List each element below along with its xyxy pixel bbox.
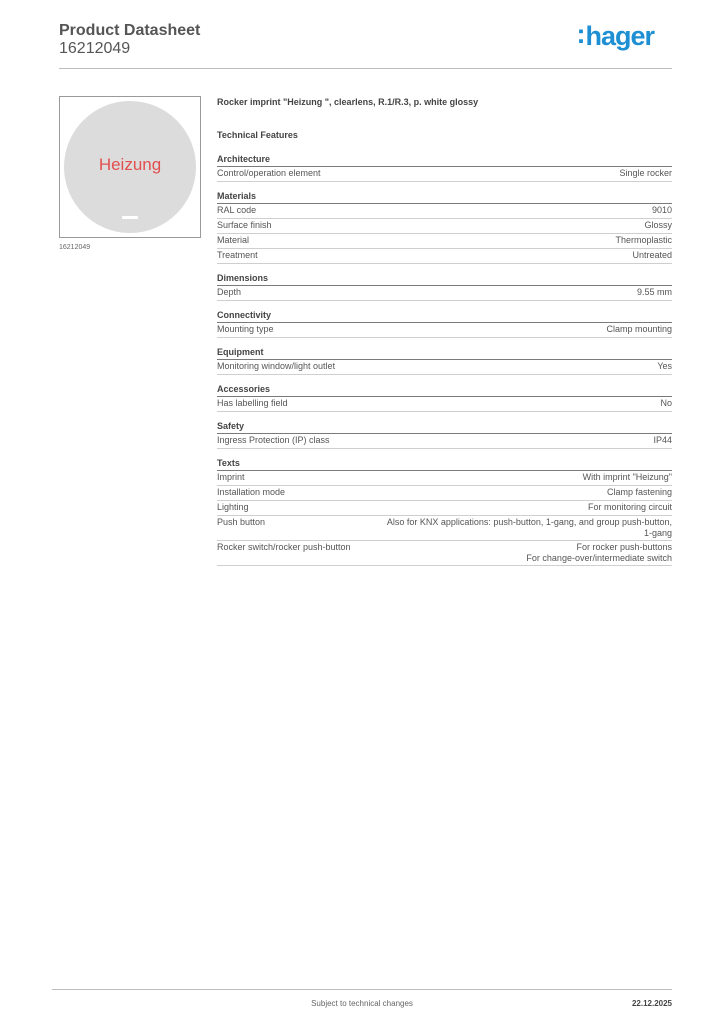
row-value-line: Clamp fastening: [606, 487, 672, 497]
row-value: [588, 502, 672, 514]
row-value-line: For monitoring circuit: [587, 502, 672, 512]
product-image: [59, 96, 201, 238]
datasheet-content: [217, 95, 672, 566]
page-footer: [52, 989, 672, 1020]
row-label: Surface finish: [217, 220, 272, 230]
row-value: [653, 435, 672, 447]
row-label: Depth: [217, 287, 242, 297]
table-row: [217, 167, 672, 182]
row-value-line: For rocker push-buttons: [576, 542, 672, 552]
row-value-line: Glossy: [644, 220, 672, 230]
table-row: [217, 360, 672, 375]
row-label: Imprint: [217, 472, 245, 482]
row-value-line: Single rocker: [619, 168, 672, 178]
document-number: 16212049: [59, 40, 131, 57]
row-label: Has labelling field: [217, 398, 288, 408]
row-label: Installation mode: [217, 487, 286, 497]
table-row: [217, 234, 672, 249]
section-dimensions: [217, 272, 672, 301]
row-value: [615, 235, 672, 247]
row-value: [632, 250, 672, 262]
document-title: Product Datasheet: [59, 22, 201, 39]
row-value-line: Thermoplastic: [615, 235, 672, 245]
row-value: [607, 487, 672, 499]
row-value-line: Also for KNX applications: push-button, 1-gang, and group push-button,: [386, 517, 672, 527]
table-row: [217, 541, 672, 566]
section-connectivity: [217, 309, 672, 338]
row-value: [387, 517, 672, 539]
row-label: Push button: [217, 517, 266, 527]
row-label: Mounting type: [217, 324, 274, 334]
table-row: [217, 434, 672, 449]
section-title: Connectivity: [217, 309, 672, 323]
section-title: Safety: [217, 420, 672, 434]
table-row: [217, 471, 672, 486]
row-value: [644, 220, 672, 232]
section-title: Texts: [217, 457, 672, 471]
section-title: Accessories: [217, 383, 672, 397]
row-label: RAL code: [217, 205, 257, 215]
row-label: Rocker switch/rocker push-button: [217, 542, 351, 552]
row-value: [583, 472, 672, 484]
section-title: Materials: [217, 190, 672, 204]
section-safety: [217, 420, 672, 449]
row-value: [652, 205, 672, 217]
product-title: Rocker imprint "Heizung ", clearlens, R.1/R.3, p. white glossy: [217, 97, 479, 107]
page-header: [59, 21, 672, 69]
row-label: Monitoring window/light outlet: [217, 361, 336, 371]
table-row: [217, 219, 672, 234]
features-title: Technical Features: [217, 130, 298, 140]
light-outlet-icon: [122, 216, 138, 219]
row-value: [637, 287, 672, 299]
rocker-illustration: [64, 101, 196, 233]
row-label: Lighting: [217, 502, 249, 512]
section-equipment: [217, 346, 672, 375]
footer-date: 22.12.2025: [631, 999, 672, 1008]
section-accessories: [217, 383, 672, 412]
section-materials: [217, 190, 672, 264]
table-row: [217, 204, 672, 219]
section-architecture: [217, 153, 672, 182]
row-value-line: 1-gang: [643, 528, 672, 538]
row-value: [619, 168, 672, 180]
row-value-line: 9010: [651, 205, 672, 215]
row-value-line: No: [660, 398, 672, 408]
table-row: [217, 286, 672, 301]
row-value-line: Clamp mounting: [606, 324, 672, 334]
rocker-imprint: Heizung: [98, 155, 162, 174]
row-label: Material: [217, 235, 250, 245]
image-caption: 16212049: [59, 244, 91, 251]
row-value: [660, 398, 672, 410]
row-label: Treatment: [217, 250, 258, 260]
footer-note: Subject to technical changes: [311, 999, 413, 1008]
row-label: Ingress Protection (IP) class: [217, 435, 330, 445]
table-row: [217, 486, 672, 501]
row-value-line: With imprint "Heizung": [582, 472, 672, 482]
section-texts: [217, 457, 672, 566]
logo-text: hager: [585, 21, 654, 51]
feature-sections: [217, 153, 672, 566]
table-row: [217, 516, 672, 541]
row-value-line: Yes: [657, 361, 672, 371]
table-row: [217, 323, 672, 338]
row-value: [657, 361, 672, 373]
section-title: Equipment: [217, 346, 672, 360]
section-title: Dimensions: [217, 272, 672, 286]
row-value-line: 9.55 mm: [636, 287, 672, 297]
logo-colon: :: [576, 19, 585, 49]
table-row: [217, 397, 672, 412]
row-value: [526, 542, 672, 564]
table-row: [217, 501, 672, 516]
row-label: Control/operation element: [217, 168, 321, 178]
row-value-line: Untreated: [632, 250, 672, 260]
row-value: [606, 324, 672, 336]
hager-logo: [576, 21, 654, 52]
row-value-line: IP44: [653, 435, 672, 445]
section-title: Architecture: [217, 153, 672, 167]
table-row: [217, 249, 672, 264]
row-value-line: For change-over/intermediate switch: [526, 553, 672, 563]
